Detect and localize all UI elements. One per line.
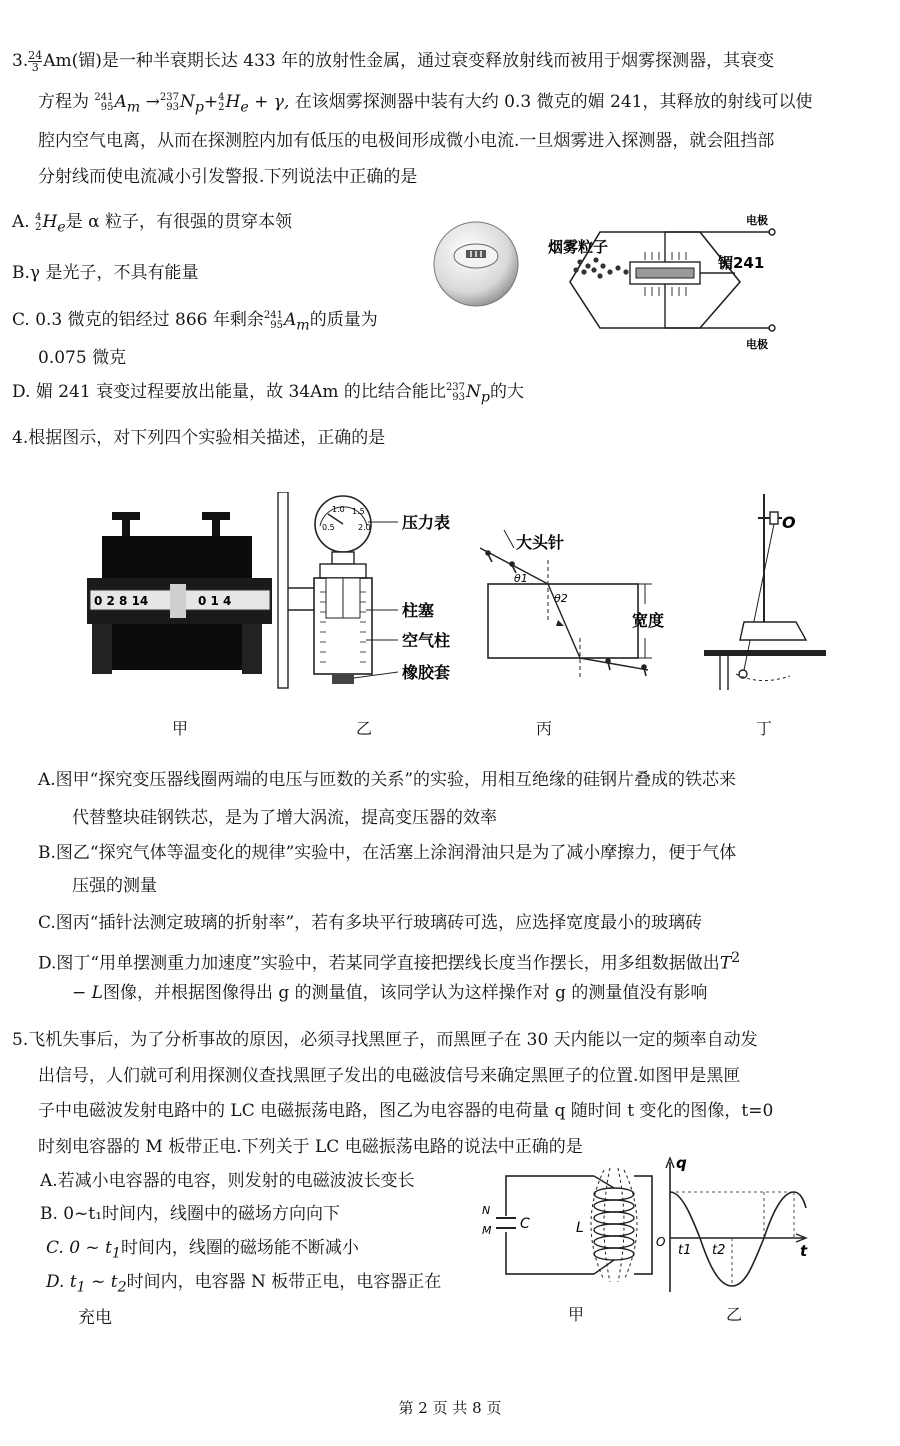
svg-text:θ1: θ1 <box>514 572 528 585</box>
smoke-detector-diagram <box>540 210 800 350</box>
decay-equation: 241 95 $A_m$ → 237 93 $N_p+$ 4 2 $H_e + \gamma$, <box>94 91 290 116</box>
q4-option-d-line2: − L图像，并根据图像得出 g 的测量值，该同学认为这样操作对 g 的测量值没有影响 <box>72 983 708 1003</box>
q5-option-a[interactable]: A.若减小电容器的电容，则发射的电磁波波长变长 <box>40 1171 415 1191</box>
svg-text:O: O <box>656 1235 666 1249</box>
q4-option-a[interactable]: A.图甲“探究变压器线圈两端的电压与匝数的关系”的实验，用相互绝缘的硅钢片叠成的铁芯来 <box>38 770 737 790</box>
svg-text:电极: 电极 <box>746 214 768 227</box>
svg-text:烟雾粒子: 烟雾粒子 <box>548 238 609 256</box>
q5-line-2: 出信号，人们就可利用探测仪查找黑匣子发出的电磁波信号来确定黑匣子的位置.如图甲是黑匣 <box>38 1066 741 1086</box>
caption-lc-jia: 甲 <box>568 1305 585 1324</box>
figure-q-t-graph <box>654 1152 814 1300</box>
svg-text:电极: 电极 <box>746 338 768 350</box>
q4-option-d[interactable]: D.图丁“用单摆测重力加速度”实验中，若某同学直接把摆线长度当作摆长，用多组数据做出$T^2$ <box>38 950 741 974</box>
q4-option-a-line2: 代替整块硅钢铁芯，是为了增大涡流，提高变压器的效率 <box>72 808 497 828</box>
q5-line-4: 时刻电容器的 M 板带正电.下列关于 LC 电磁振荡电路的说法中正确的是 <box>38 1137 583 1157</box>
q3-option-c-line2: 0.075 微克 <box>38 348 127 368</box>
caption-jia: 甲 <box>172 719 189 738</box>
q5-option-b[interactable]: B. 0~t₁时间内，线圈中的磁场方向向下 <box>40 1204 341 1224</box>
figure-yi-gas-syringe <box>270 492 470 692</box>
caption-yi: 乙 <box>356 719 373 738</box>
caption-ding: 丁 <box>756 719 773 738</box>
svg-text:大头针: 大头针 <box>516 533 565 552</box>
svg-text:O: O <box>782 513 796 532</box>
page-footer: 第 2 页 共 8 页 <box>398 1399 502 1417</box>
q4-option-c[interactable]: C.图丙“插针法测定玻璃的折射率”，若有多块平行玻璃砖可选，应选择宽度最小的玻璃砖 <box>38 913 703 933</box>
q5-option-d-line2: 充电 <box>78 1308 112 1328</box>
q4-option-b-line2: 压强的测量 <box>72 876 157 896</box>
caption-bing: 丙 <box>536 719 553 738</box>
svg-text:q: q <box>676 1154 687 1172</box>
q3-option-d[interactable]: D. 媚 241 衰变过程要放出能量，故 34Am 的比结合能比 237 93 $N_p$的大 <box>12 381 524 406</box>
svg-text:空气柱: 空气柱 <box>402 631 451 650</box>
svg-text:1.0: 1.0 <box>332 505 345 514</box>
q4-stem: 4.根据图示，对下列四个实验相关描述，正确的是 <box>12 428 386 448</box>
q3-option-a[interactable]: A. 4 2 $H_e$是 α 粒子，有很强的贯穿本领 <box>12 211 292 236</box>
svg-text:θ2: θ2 <box>554 592 568 605</box>
svg-text:L: L <box>576 1220 584 1236</box>
figure-lc-circuit <box>478 1168 658 1298</box>
q3-line-3: 腔内空气电离，从而在探测腔内加有低压的电极间形成微小电流.一旦烟雾进入探测器，就会阻挡部 <box>38 131 775 151</box>
svg-text:压力表: 压力表 <box>402 513 451 532</box>
svg-text:宽度: 宽度 <box>632 611 665 630</box>
caption-lc-yi: 乙 <box>726 1305 743 1324</box>
svg-text:2.0: 2.0 <box>358 523 371 532</box>
am-mass-fraction: $\frac{24}{3}$ <box>28 49 43 74</box>
figure-ding-pendulum <box>700 490 830 690</box>
svg-text:C: C <box>520 1216 530 1232</box>
svg-text:柱塞: 柱塞 <box>402 601 435 620</box>
smoke-detector-photo <box>430 218 522 310</box>
svg-text:t2: t2 <box>712 1243 726 1258</box>
svg-text:0.5: 0.5 <box>322 523 335 532</box>
q5-option-d[interactable]: D. $t_1$ ~ $t_2$时间内，电容器 N 板带正电，电容器正在 <box>46 1272 442 1296</box>
svg-text:镅241: 镅241 <box>718 254 765 272</box>
q3-option-b[interactable]: B.γ 是光子，不具有能量 <box>12 263 199 283</box>
q5-line-3: 子中电磁波发射电路中的 LC 电磁振荡电路，图乙为电容器的电荷量 q 随时间 t 变化的图像，t=0 <box>38 1101 774 1121</box>
q3-line-1: 3. $\frac{24}{3}$ Am(镅)是一种半衰期长达 433 年的放射性金属，通过衰变释放射线而被用于烟雾探测器，其衰变 <box>12 49 775 74</box>
svg-text:t: t <box>800 1242 808 1260</box>
q3-line-4: 分射线而使电流减小引发警报.下列说法中正确的是 <box>38 167 418 187</box>
figure-bing-refraction <box>470 520 690 680</box>
svg-text:橡胶套: 橡胶套 <box>402 663 451 682</box>
svg-text:0 2 8 14: 0 2 8 14 <box>94 594 149 608</box>
svg-text:0 1 4: 0 1 4 <box>198 594 232 608</box>
svg-text:M: M <box>482 1224 492 1237</box>
figure-jia-transformer <box>82 500 282 680</box>
q5-option-c[interactable]: C. 0 ~ $t_1$时间内，线圈的磁场能不断减小 <box>46 1238 359 1262</box>
q3-line-2: 方程为 241 95 $A_m$ → 237 93 $N_p+$ 4 2 $H_e + \gamma$, 在该烟雾探测器中装有大约 0.3 微克的媚 241，其释放的射线可以使 <box>38 91 813 116</box>
q4-option-b[interactable]: B.图乙“探究气体等温变化的规律”实验中，在活塞上涂润滑油只是为了减小摩擦力，便于气体 <box>38 843 737 863</box>
svg-text:1.5: 1.5 <box>352 507 365 516</box>
q5-line-1: 5.飞机失事后，为了分析事故的原因，必须寻找黑匣子，而黑匣子在 30 天内能以一定的频率自动发 <box>12 1030 758 1050</box>
svg-text:N: N <box>482 1204 491 1217</box>
q3-option-c[interactable]: C. 0.3 微克的铝经过 866 年剩余 241 95 $A_m$的质量为 <box>12 309 378 334</box>
svg-text:t1: t1 <box>678 1243 692 1258</box>
